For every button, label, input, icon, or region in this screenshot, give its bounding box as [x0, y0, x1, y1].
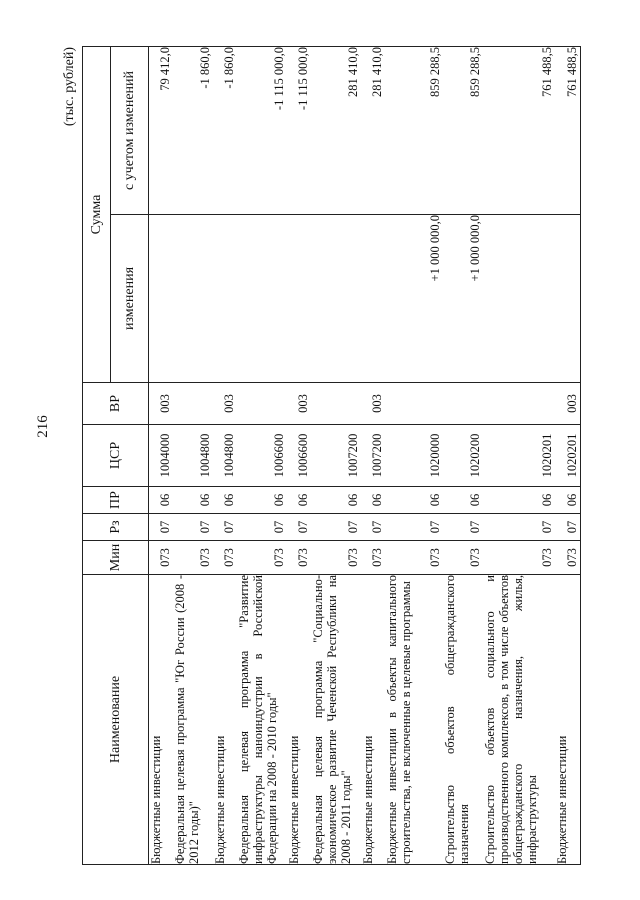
row-total: -1 115 000,0 [287, 47, 311, 215]
row-csr: 1006600 [237, 425, 287, 487]
row-name: Бюджетные инвестиции [361, 575, 385, 865]
row-change [149, 215, 173, 383]
row-rz: 07 [555, 514, 581, 541]
row-change [237, 215, 287, 383]
page-number: 216 [34, 415, 51, 438]
header-name: Наименование [83, 575, 149, 865]
row-min: 073 [173, 541, 213, 575]
row-change [483, 215, 555, 383]
row-name: Бюджетные инвестиции [287, 575, 311, 865]
header-rz: Рз [83, 514, 149, 541]
row-total: 281 410,0 [311, 47, 361, 215]
row-csr: 1004800 [173, 425, 213, 487]
row-total: -1 860,0 [213, 47, 237, 215]
row-name: Федеральная целевая программа "Юг России (2008 - 2012 годы)" [173, 575, 213, 865]
row-change: +1 000 000,0 [385, 215, 443, 383]
row-vr: 003 [555, 383, 581, 425]
row-pr: 06 [173, 487, 213, 514]
table-row [173, 47, 213, 865]
row-rz: 07 [237, 514, 287, 541]
row-csr: 1004000 [149, 425, 173, 487]
row-pr: 06 [385, 487, 443, 514]
row-name: Строительство объектов общегражданского назначения [443, 575, 483, 865]
row-pr: 06 [555, 487, 581, 514]
row-min: 073 [311, 541, 361, 575]
row-csr: 1007200 [361, 425, 385, 487]
row-vr [311, 383, 361, 425]
row-csr: 1020200 [443, 425, 483, 487]
row-change [213, 215, 237, 383]
row-change [555, 215, 581, 383]
row-pr: 06 [311, 487, 361, 514]
row-rz: 07 [213, 514, 237, 541]
row-csr: 1020201 [483, 425, 555, 487]
row-rz: 07 [149, 514, 173, 541]
row-min: 073 [237, 541, 287, 575]
row-vr: 003 [213, 383, 237, 425]
row-name: Федеральная целевая программа "Социально-экономическое развитие Чеченской Республики на 2008 - 2011 годы" [311, 575, 361, 865]
table-row [483, 47, 555, 865]
row-vr: 003 [287, 383, 311, 425]
row-vr [483, 383, 555, 425]
row-csr: 1006600 [287, 425, 311, 487]
header-vr: ВР [83, 383, 149, 425]
row-vr [173, 383, 213, 425]
row-vr: 003 [149, 383, 173, 425]
row-csr: 1020201 [555, 425, 581, 487]
row-total: 761 488,5 [555, 47, 581, 215]
row-rz: 07 [483, 514, 555, 541]
row-pr: 06 [483, 487, 555, 514]
table-row [311, 47, 361, 865]
row-name: Бюджетные инвестиции [149, 575, 173, 865]
header-changes: изменения [111, 215, 149, 383]
header-with-changes: с учетом изменений [111, 47, 149, 215]
row-min: 073 [483, 541, 555, 575]
table-row [287, 47, 311, 865]
row-pr: 06 [237, 487, 287, 514]
row-pr: 06 [213, 487, 237, 514]
row-rz: 07 [173, 514, 213, 541]
row-vr [237, 383, 287, 425]
table-row [385, 47, 443, 865]
row-min: 073 [287, 541, 311, 575]
row-total: 79 412,0 [149, 47, 173, 215]
row-name: Бюджетные инвестиции [213, 575, 237, 865]
row-name: Федеральная целевая программа "Развитие инфраструктуры наноиндустрии в Российской Федерации на 2008 - 2010 годы" [237, 575, 287, 865]
row-rz: 07 [443, 514, 483, 541]
table-row [149, 47, 173, 865]
row-total: -1 115 000,0 [237, 47, 287, 215]
row-rz: 07 [385, 514, 443, 541]
row-vr: 003 [361, 383, 385, 425]
row-total: 281 410,0 [361, 47, 385, 215]
row-min: 073 [213, 541, 237, 575]
row-change [361, 215, 385, 383]
row-csr: 1007200 [311, 425, 361, 487]
row-name: Бюджетные инвестиции [555, 575, 581, 865]
table-row [555, 47, 581, 865]
row-vr [443, 383, 483, 425]
row-rz: 07 [361, 514, 385, 541]
units-label: (тыс. рублей) [62, 47, 77, 127]
row-name: Строительство объектов социального и производственного комплексов, в том числе объектов общегражданского назначения, жилья, инфраструктуры [483, 575, 555, 865]
row-total: 859 288,5 [385, 47, 443, 215]
budget-table [82, 46, 581, 865]
row-min: 073 [149, 541, 173, 575]
table-body [149, 47, 581, 865]
row-min: 073 [385, 541, 443, 575]
row-total: 859 288,5 [443, 47, 483, 215]
header-min: Мин [83, 541, 149, 575]
row-pr: 06 [361, 487, 385, 514]
table-row [443, 47, 483, 865]
row-pr: 06 [149, 487, 173, 514]
row-rz: 07 [311, 514, 361, 541]
row-total: 761 488,5 [483, 47, 555, 215]
row-change [287, 215, 311, 383]
row-csr: 1004800 [213, 425, 237, 487]
row-min: 073 [555, 541, 581, 575]
row-csr: 1020000 [385, 425, 443, 487]
table-row [213, 47, 237, 865]
row-rz: 07 [287, 514, 311, 541]
table-row [361, 47, 385, 865]
row-min: 073 [443, 541, 483, 575]
row-change [311, 215, 361, 383]
header-csr: ЦСР [83, 425, 149, 487]
header-summa: Сумма [83, 47, 111, 383]
row-min: 073 [361, 541, 385, 575]
table-row [237, 47, 287, 865]
row-pr: 06 [443, 487, 483, 514]
row-change: +1 000 000,0 [443, 215, 483, 383]
row-vr [385, 383, 443, 425]
row-total: -1 860,0 [173, 47, 213, 215]
row-pr: 06 [287, 487, 311, 514]
row-change [173, 215, 213, 383]
header-pr: ПР [83, 487, 149, 514]
rotated-page-content [62, 47, 582, 865]
row-name: Бюджетные инвестиции в объекты капитального строительства, не включенные в целевые программы [385, 575, 443, 865]
